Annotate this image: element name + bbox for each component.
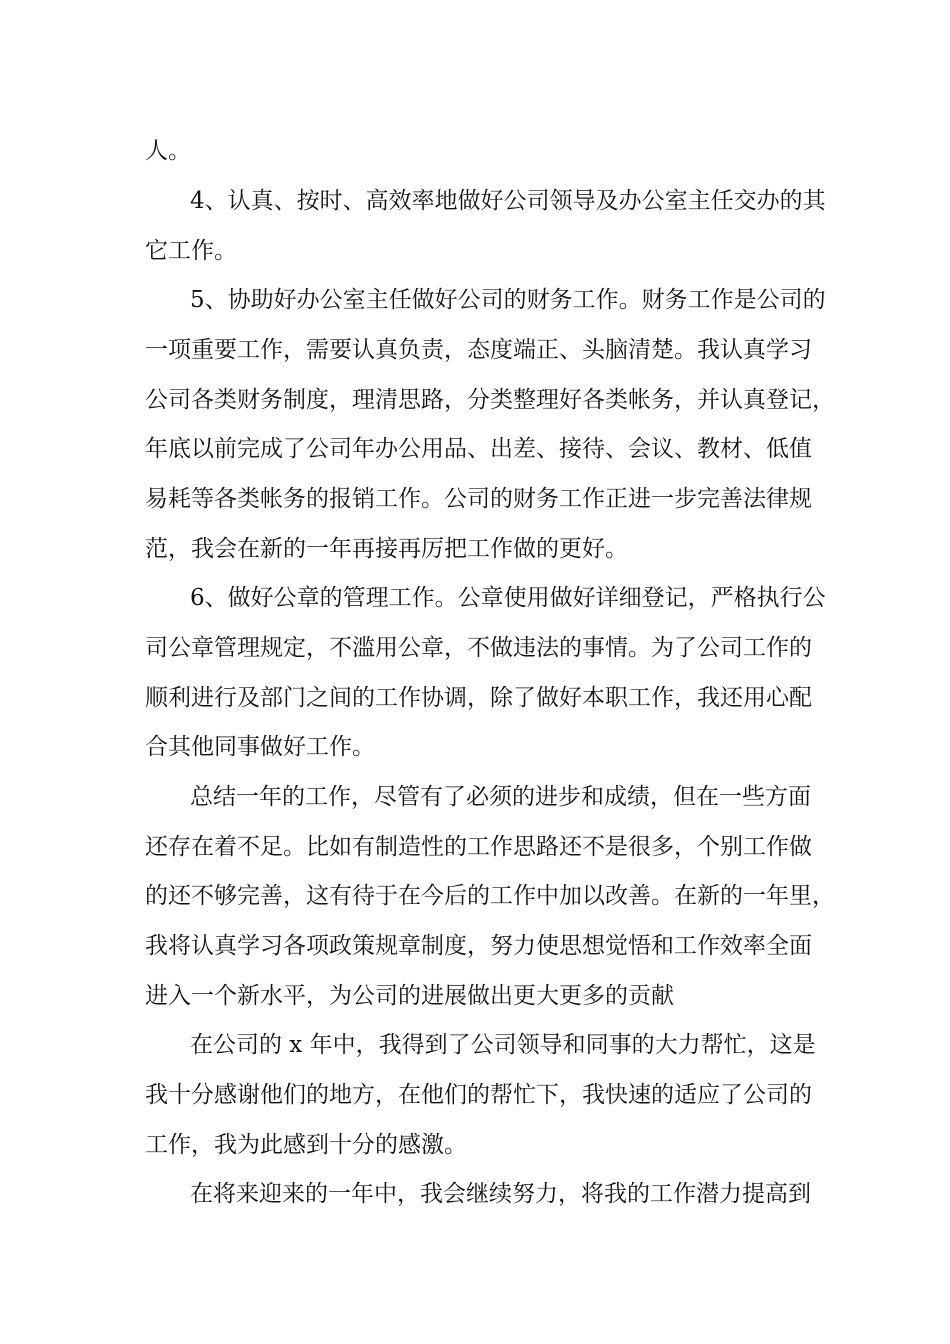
text-line: 年底以前完成了公司年办公用品、出差、接待、会议、教材、低值 (145, 436, 812, 462)
text-line: 我十分感谢他们的地方，在他们的帮忙下，我快速的适应了公司的 (145, 1082, 812, 1108)
text-line: 司公章管理规定，不滥用公章，不做违法的事情。为了公司工作的 (145, 635, 812, 661)
text-line: 4、认真、按时、高效率地做好公司领导及办公室主任交办的其 (190, 188, 826, 214)
text-line: 还存在着不足。比如有制造性的工作思路还不是很多，个别工作做 (145, 834, 812, 860)
text-line: 进入一个新水平，为公司的进展做出更大更多的贡献 (145, 983, 674, 1009)
text-line: 工作，我为此感到十分的感激。 (145, 1132, 467, 1158)
text-line: 顺利进行及部门之间的工作协调，除了做好本职工作，我还用心配 (145, 685, 812, 711)
text-line: 合其他同事做好工作。 (145, 734, 375, 760)
text-line: 我将认真学习各项政策规章制度，努力使思想觉悟和工作效率全面 (145, 933, 812, 959)
text-line: 公司各类财务制度，理清思路，分类整理好各类帐务，并认真登记， (145, 387, 835, 413)
text-line: 一项重要工作，需要认真负责，态度端正、头脑清楚。我认真学习 (145, 337, 812, 363)
text-line: 在公司的 x 年中，我得到了公司领导和同事的大力帮忙，这是 (190, 1032, 816, 1058)
text-line: 易耗等各类帐务的报销工作。公司的财务工作正进一步完善法律规 (145, 486, 812, 512)
text-line: 范，我会在新的一年再接再厉把工作做的更好。 (145, 536, 628, 562)
text-line: 6、做好公章的管理工作。公章使用做好详细登记，严格执行公 (190, 585, 826, 611)
text-line: 它工作。 (145, 238, 237, 264)
text-line: 在将来迎来的一年中，我会继续努力，将我的工作潜力提高到 (190, 1181, 811, 1207)
text-line: 总结一年的工作，尽管有了必须的进步和成绩，但在一些方面 (190, 784, 811, 810)
text-line: 人。 (145, 138, 191, 164)
text-line: 的还不够完善，这有待于在今后的工作中加以改善。在新的一年里， (145, 883, 835, 909)
text-line: 5、协助好办公室主任做好公司的财务工作。财务工作是公司的 (190, 287, 826, 313)
